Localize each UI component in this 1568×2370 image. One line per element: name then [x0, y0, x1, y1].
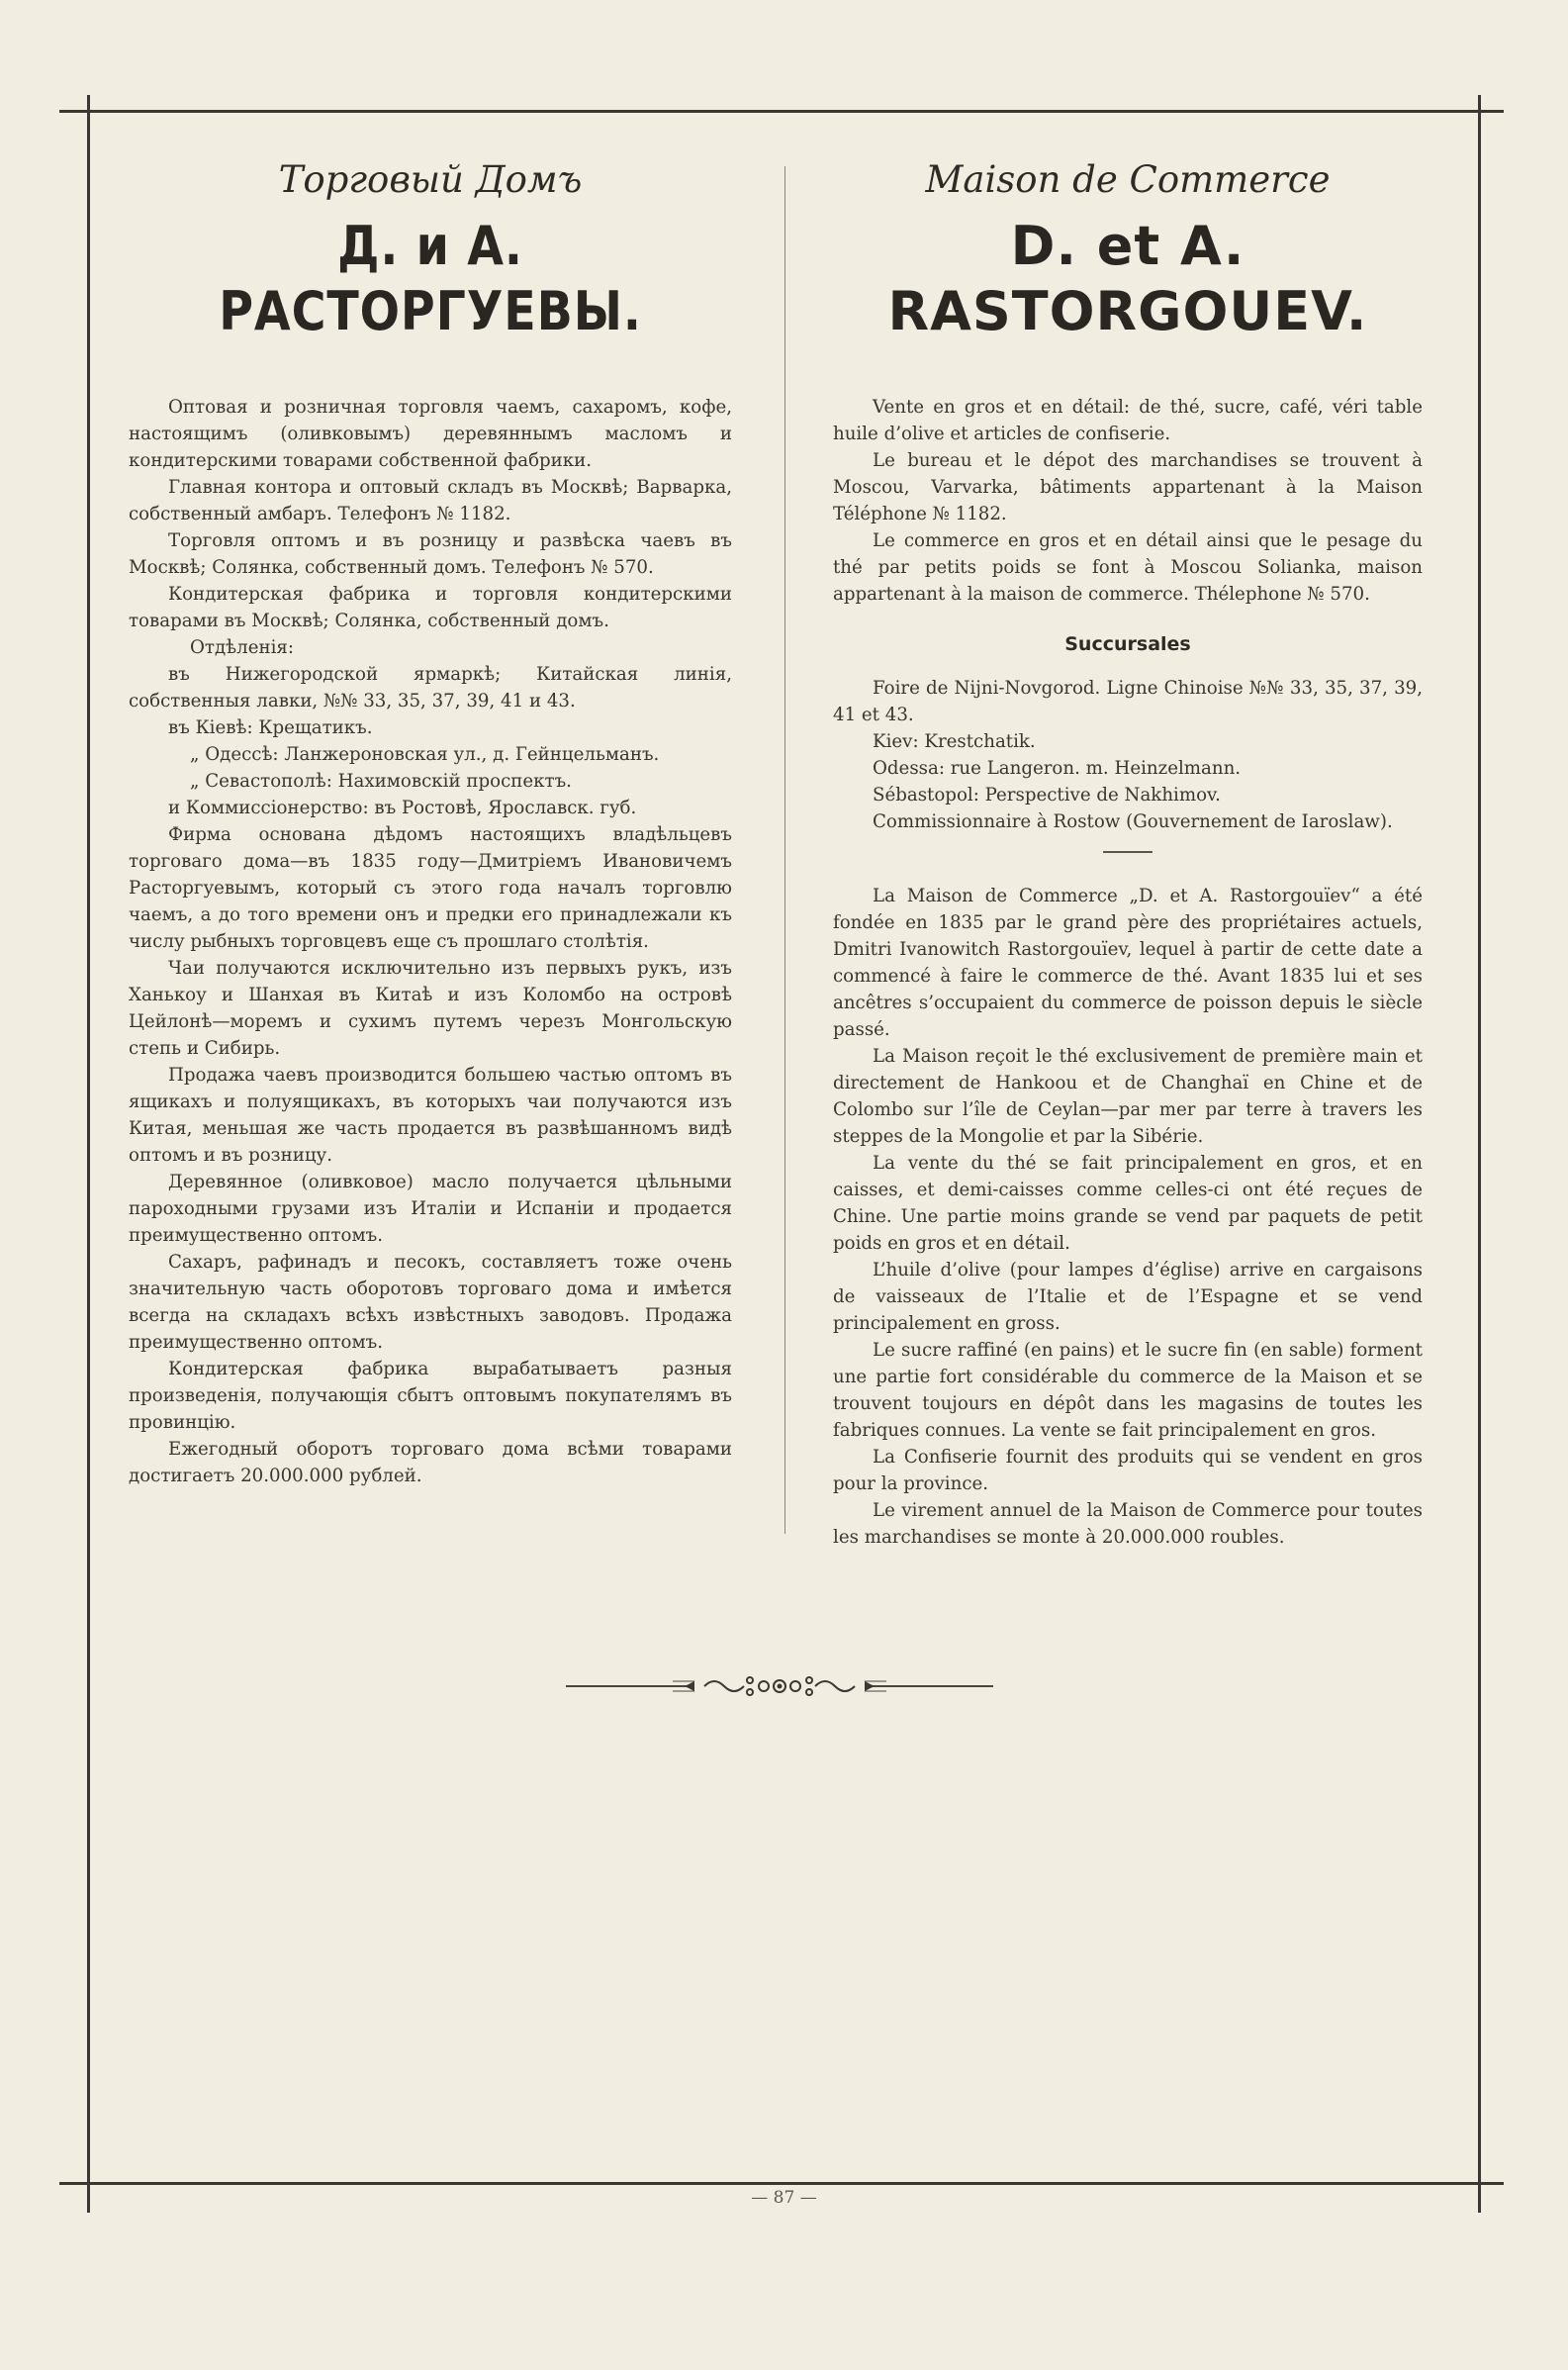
section-divider [1103, 851, 1153, 853]
frame-right-rule [1478, 95, 1481, 2213]
frame-top-rule [59, 110, 1504, 113]
french-succursale: Commissionnaire à Rostow (Gouvernement de Iaroslaw). [873, 811, 1393, 832]
column-divider [784, 166, 785, 1534]
french-succursale: Odessa: rue Langeron. m. Heinzelmann. [873, 758, 1242, 779]
french-succursale: Kiev: Krestchatik. [873, 731, 1036, 752]
frame-left-rule [87, 95, 90, 2213]
russian-firm-name: Д. и А. РАСТОРГУЕВЫ. [219, 215, 642, 342]
russian-history-paragraph: Сахаръ, рафинадъ и песокъ, составляетъ тоже очень значительную часть оборотовъ торговаго дома и имѣется всегда на складахъ всѣхъ извѣстныхъ заводовъ. Продажа преимущественно оптомъ. [129, 1252, 732, 1353]
french-history-paragraph: La Maison reçoit le thé exclusivement de première main et directement de Hankoou et de Changhaï en Chine et de Colombo sur l’île de Ceylan—par mer par terre à travers les steppes de la Mongolie et par la Sibérie. [833, 1046, 1423, 1147]
russian-branch: „ Севастополѣ: Нахимовскій проспектъ. [190, 771, 572, 792]
russian-kicker: Торговый Домъ [278, 158, 583, 201]
french-column [833, 158, 1423, 1551]
russian-column [129, 158, 732, 1489]
russian-paragraph: Оптовая и розничная торговля чаемъ, сахаромъ, кофе, настоящимъ (оливковымъ) деревяннымъ масломъ и кондитерскими товарами собственной фабрики. [129, 397, 732, 471]
french-history-paragraph: La Maison de Commerce „D. et A. Rastorgouïev“ a été fondée en 1835 par le grand père des propriétaires actuels, Dmitri Ivanowitch Rastorgouïev, lequel à partir de cette date a commencé à faire le commerce de thé. Avant 1835 lui et ses ancêtres s’occupaient du commerce de poisson depuis le siècle passé. [833, 886, 1423, 1040]
russian-history-paragraph: Продажа чаевъ производится большею частью оптомъ въ ящикахъ и полуящикахъ, въ которыхъ чаи получаются изъ Китая, меньшая же часть продается въ развѣшанномъ видѣ оптомъ и въ розницу. [129, 1065, 732, 1166]
russian-history-paragraph: Ежегодный оборотъ торговаго дома всѣми товарами достигаетъ 20.000.000 рублей. [129, 1439, 732, 1486]
succursales-heading: Succursales [1064, 633, 1191, 655]
frame-bottom-rule [59, 2182, 1504, 2185]
russian-branch: и Коммиссіонерство: въ Ростовѣ, Ярославск. губ. [168, 798, 637, 818]
french-kicker: Maison de Commerce [925, 158, 1331, 201]
page-number: — 87 — [751, 2188, 817, 2208]
russian-paragraph: Кондитерская фабрика и торговля кондитерскими товарами въ Москвѣ; Солянка, собственный домъ. [129, 584, 732, 631]
russian-branches-label: Отдѣленія: [190, 637, 294, 658]
russian-history-paragraph: Фирма основана дѣдомъ настоящихъ владѣльцевъ торговаго дома—въ 1835 году—Дмитріемъ Ивановичемъ Расторгуевымъ, который съ этого года началъ торговлю чаемъ, а до того времени онъ и предки его принадлежали къ числу рыбныхъ торговцевъ еще съ прошлаго столѣтія. [129, 824, 732, 952]
ornament-divider-icon [566, 1669, 993, 1703]
russian-branch: въ Кіевѣ: Крещатикъ. [168, 717, 373, 738]
french-history-paragraph: Le sucre raffiné (en pains) et le sucre fin (en sable) forment une partie fort considérable du commerce de la Maison et se trouvent toujours en dépôt dans les magasins de toutes les fabriques connues. La vente se fait principalement en gros. [833, 1340, 1423, 1441]
french-history-paragraph: La vente du thé se fait principalement en gros, et en caisses, et demi-caisses comme celles-ci ont été reçues de Chine. Une partie moins grande se vend par paquets de petit poids en gros et en détail. [833, 1153, 1423, 1254]
french-firm-name: D. et A. RASTORGOUEV. [887, 215, 1368, 342]
russian-branch: въ Нижегородской ярмаркѣ; Китайская линія, собственныя лавки, №№ 33, 35, 37, 39, 41 и 43. [129, 664, 732, 711]
russian-paragraph: Главная контора и оптовый складъ въ Москвѣ; Варварка, собственный амбаръ. Телефонъ № 1182. [129, 477, 732, 524]
french-history-paragraph: L’huile d’olive (pour lampes d’église) arrive en cargaisons de vaisseaux de l’Italie et de l’Espagne et se vend principalement en gross. [833, 1260, 1423, 1334]
russian-history-paragraph: Чаи получаются исключительно изъ первыхъ рукъ, изъ Ханькоу и Шанхая въ Китаѣ и изъ Коломбо на островѣ Цейлонѣ—моремъ и сухимъ путемъ черезъ Монгольскую степь и Сибирь. [129, 958, 732, 1059]
french-succursale: Foire de Nijni-Novgorod. Ligne Chinoise №№ 33, 35, 37, 39, 41 et 43. [833, 678, 1423, 725]
french-history-paragraph: La Confiserie fournit des produits qui se vendent en gros pour la province. [833, 1447, 1423, 1494]
russian-paragraph: Торговля оптомъ и въ розницу и развѣска чаевъ въ Москвѣ; Солянка, собственный домъ. Телефонъ № 570. [129, 530, 732, 578]
russian-history-paragraph: Деревянное (оливковое) масло получается цѣльными пароходными грузами изъ Италіи и Испаніи и продается преимущественно оптомъ. [129, 1172, 732, 1246]
russian-branch: „ Одессѣ: Ланжероновская ул., д. Гейнцельманъ. [190, 744, 660, 765]
french-paragraph: Le commerce en gros et en détail ainsi que le pesage du thé par petits poids se font à Moscou Solianka, maison appartenant à la maison de commerce. Thélephone № 570. [833, 530, 1423, 605]
french-succursale: Sébastopol: Perspective de Nakhimov. [873, 785, 1221, 806]
russian-history-paragraph: Кондитерская фабрика вырабатываетъ разныя произведенія, получающія сбытъ оптовымъ покупателямъ въ провинцію. [129, 1359, 732, 1433]
french-history-paragraph: Le virement annuel de la Maison de Commerce pour toutes les marchandises se monte à 20.000.000 roubles. [833, 1500, 1423, 1548]
french-paragraph: Le bureau et le dépot des marchandises se trouvent à Moscou, Varvarka, bâtiments appartenant à la Maison Téléphone № 1182. [833, 450, 1423, 524]
french-paragraph: Vente en gros et en détail: de thé, sucre, café, véri table huile d’olive et articles de confiserie. [833, 397, 1423, 444]
